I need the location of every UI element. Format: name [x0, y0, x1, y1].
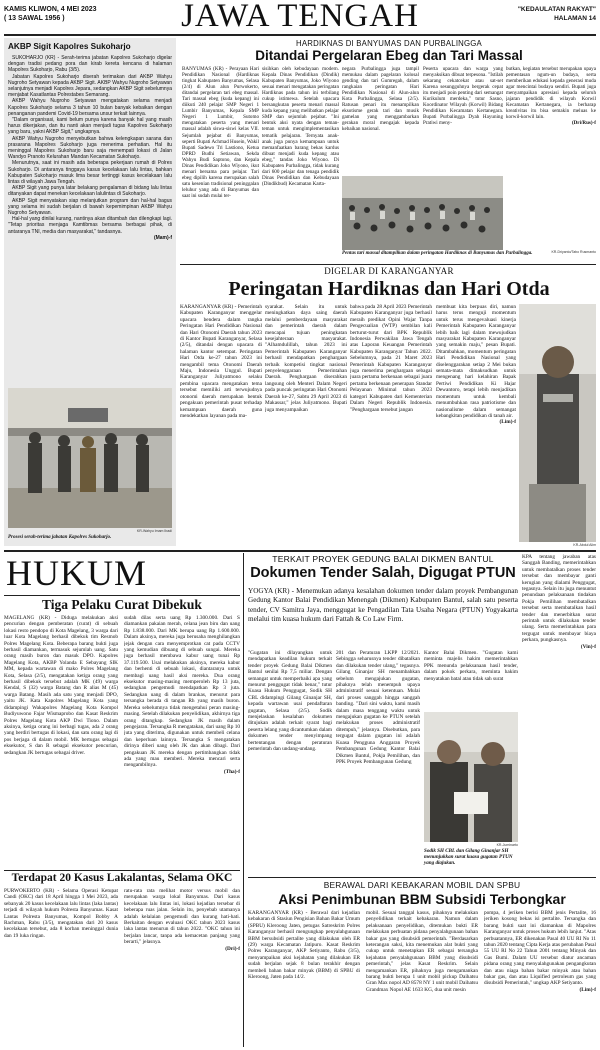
column-text: KPA tentang jawaban atas Sanggah Banding, memerintahkan untuk membatalkan proses tender tersebut dan membayar ganti kerugian yang dialami Penggugat, tegasnya. Selain itu juga menuntut penundaan pelaksanaan tindakan Pokja Pemilihan membatalkan tersebut serta membatalkan hasil tender dan menerbitkan surat perintah untuk dilakukan tender ulang. Serta memerintahkan para tergugat untuk membayar biaya perkara, pungkasnya. — [522, 554, 596, 644]
masthead-rule — [4, 34, 596, 36]
column-text: ratu-rata rata melihat motor versus mobil dan merupakan warga lokal Banyumas. Dari kasus kecelakaan lalu lintas ini, lokasi kejadian tersebar di beberapa ruas jalan. Selain itu, penyebab utamanya adalah kelalaian pengemudi dan kurang hati-hati. Berkaitan dengan evaluasi OKC tahun 2023 kasus laka lantas menurun di tahun 2022. "OKC tahun ini berjalan lancar, tanpa ada kemacetan panjang yang berarti," jelasnya. — [124, 888, 240, 946]
article-ebeg-title: Ditandai Pergelaran Ebeg dan Tari Massal — [255, 48, 523, 63]
signoff: (Vin)-f — [580, 643, 596, 650]
paragraph: "Dalam organisasi, kami belum punya karena banyak hal yang masih harus dikerjakan, dan itu nanti akan menjadi tugas Kapolres Sukoharjo yang baru, yakni AKBP Sigit," ungkapnya. — [8, 117, 172, 136]
article-otda-col3: bahwa pada 28 April 2023 Pemerintah Kabupaten Karanganyar juga berhasil meraih predikat Opini Wajar Tanpa Pengecualian (WTP) sembilan kali berturut-turut dari BPK Republik Indonesia Perwakilan Jawa Tengah atas Laporan Keuangan Pemerintah Kabupaten Karanganyar Tahun 2022. Sebelumnya, pada 21 Maret 2023 Pemerintah Kabupaten Karanganyar juga menerima penghargaan sebagai juara pertama berkenaan sebagai juara pertama berkenaan penerapan Standar Pelayanan Minimal tahun 2023 kategori Kabupaten dari Kementerian Dalam Negeri Republik Indonesia. "Penghargaan tersebut jangan — [350, 304, 432, 413]
masthead-motto: "KEDAULATAN RAKYAT" — [517, 6, 596, 13]
photo-sertijab — [8, 388, 172, 528]
masthead-hijri: ( 13 SAWAL 1956 ) — [4, 15, 65, 22]
photo-credit: KR-Juminarto — [496, 843, 518, 847]
article-ebeg-col5 — [506, 66, 596, 262]
masthead-title: JAWA TENGAH — [181, 0, 419, 34]
article-ebeg-col4: Peserta upacara dan warga yang menyaksikan dibuat terpesona. "Istilah sekarang cekatcekat atau sat-set Karena sesungguhnya bergerak cepat itu menjadi poin penting dari semangat Kurikulum merdeka," tutur Sasno, Koordinator Wilayah (Korwil) Bidang Pendidikan Kecamatan Kertanegara. Bupati Purbalingga Dyah Hayuning Pratiwi meny- — [423, 66, 503, 127]
photo-caption: Sodik SH CBL dan Gilang Ginanjar SH menunjukkan surat kuasa gugatan PTUN yang diajukan. — [424, 848, 513, 866]
article-ebeg-col3: negara Purbalingga juga tampil memukau dalam pagelaran kolosal gending dan tari Gumregah, dalam rangkaian peringatan Hari Pendidikan Nasional di Alun-alun Kota Purbalingga, Selasa (2/5). Ratusan penari itu menampilkan eksotisme gerak tari dan musik gamelan yang menggambarkan gerakan moral mengajak kepada kebaikan nasional. — [342, 66, 419, 133]
column-text: butkan, kegiatan tersebut merupakan upaya pementasan ngum-un budaya, serta memberikan edukasi kepada generasi muda agar mencintai budaya sendiri. Bupati juga menyampaikan apresiasi kepada seluruh jajaran pendidik di wilayah Korwil Kecamatan Kertanegara, ia berharap kreativitas itu bisa semakin meluas ke korwil-korwil lain. — [506, 66, 596, 121]
paragraph: AKBP Wahyu Nugroho Setyawan mengatakan selama menjadi Kapolres Sukoharjo selama 3 tahun 10 bulan banyak kebaikan dengan penanganan pandemi Covid-19 bersama unsur terkait lainnya. — [8, 98, 172, 117]
photo-credit: KR-Wahyu Imam Ibadi — [136, 529, 172, 533]
divider — [248, 877, 596, 878]
signoff: (Dri/Rus)-f — [571, 120, 596, 127]
article-lakalantas-col1: PURWOKERTO (KR) - Selama Operasi Ketupat Candi (OKC) dari 18 April hingga 1 Mei 2023, ada sebanyak 20 kasus kecelakaan lalu lintas (laka lantas) terjadi di wilayah hukum Polresta Banyumas. Kasat Lantas Polresta Banyumas, Kompol Bobby A Rachman, Rabu (3/5), mengatakan dari 20 kasus kecelakaan tersebut, ada 8 korban meninggal dunia dan 19 luka ringan. — [4, 888, 118, 939]
photo-caption: Prosesi serah-terima jabatan Kapolres Sukoharjo. — [8, 535, 112, 540]
article-bbm-col2: mobil. Sesuai tanggal kasus, pihaknya melakukan penyelidikan terkait kebakaran. Namun dalam pelaksanaan penyelidikan, ditemukan bukti ER melakukan perbuatan pidana penyalahgunaan bahan bakar gas yang disubsidi pemerintah. "Berdasarkan keterangan saksi, kita menemukan alat bukti yang cukup untuk menetapkan ER sebagai tersangka kejahatan penyalahgunaan BBM yang disubsidi pemerintah," jelas Kasat Reskrim. Selain mengamankan ER, pihaknya juga mengamankan barang bukti berupa 1 unit mobil pickup Daihatsu Gran Max nopol AD 8578 NY 1 unit mobil Daihatsu Grandmax Nopol AE 1633 KG, dua unit mesin — [366, 910, 478, 993]
article-ebeg-kicker: HARDIKNAS DI BANYUMAS DAN PURBALINGGA — [296, 39, 482, 48]
photo-caption: Pentas tari massal ditampilkan dalam peringatan Hardiknas di Banyumas dan Purbalingga. — [342, 251, 533, 256]
paragraph: AKBP Sigit menyatakan siap melanjutkan program dan hal-hal bagus yang selama ini sudah berjalan di bawah kepemimpinan AKBP Wahyu Nugroho Setyawan. — [8, 197, 172, 217]
photo-credit: KR-Driyanto/Tabo Rusmanto — [551, 250, 596, 254]
article-bbm-col3 — [484, 910, 596, 1046]
column-text: membuat kita berpuas diri, namun harus terus menguji momentum untuk terus mengevaluasi kinerja Pemerintah Kabupaten Karanganyar lebih baik lagi dalam mewujudkan masyarakat Kabupaten Karanganyar yang semakin maju," pesan Bupati. Ditambahkan, momentum peringatan Hari Pendidikan Nasional yang diselenggarakan setiap 2 Mei bukan semata-mata dimaksudkan untuk mengenang hari kelahiran Bapak Pertiwi Pendidikan Ki Hajar Dewantoro, tetapi lebih menjadikan momentum untuk kembali menumbuhkan rasa patriotisme dan nasionalisme dalam semangat kebangkitan pendidikan di tanah air. — [436, 304, 516, 419]
paragraph: Hal-hal yang dinilai kurang, nantinya akan ditambah dan dilengkapi lagi. "Tetap prioritas menjaga Kamtibmas bersama berbagai pihak, di antaranya TNI, media dan masyarakat," tandasnya. — [8, 216, 172, 235]
article-ptun-kicker: TERKAIT PROYEK GEDUNG BALAI DIKMEN BANTUL — [272, 554, 494, 564]
paragraph: AKBP Sigit yang punya latar belakang pengalaman di bidang lalu lintas ditanyakan dapat menekan kecelakaan lalulintas di Sukoharjo. — [8, 185, 172, 198]
article-bbm-title: Aksi Penimbunan BBM Subsidi Terbongkar — [278, 891, 566, 907]
article-ptun-col1: "Gugatan ini dilayangkan untuk mendapatkan keadilan hukum terkait tender proyek Gedung Balai Dikmen Bantul senilai Rp 7,5 miliar. Dengan semangat untuk memperbaiki apa yang menurut penggugat tidak benar," tutur Kuasa Hukum Penggugat, Sodik SH CBL didampingi Gilang Ginanjar SH, kepada wartawan usai pendaftaran gugatan, Selasa (2/5). Sodik menjelaskan kesalahan dokumen ditujukan adalah terkait syarat bagi peserta lelang yang dicantumkan dalam dokumen tender menyimpang bertentangan dengan peraturan pemerintah dan undang-undang. — [248, 650, 332, 753]
article-curat-col1: MAGELANG (KR) - Diduga melakukan aksi pencurian dengan pemberatan (curat) di sebuah lokasi resto pendopo di Kota Magelang, 3 warga dari luar Kota Magelang berhasil dibekuk tim Resmob Polres Magelang Kota. Beberapa barang bukti juga berhasil diamankan, termasuk sejumlah uang. Satu orang masih buron dan masuk DPO. Kapolres Magelang Kota, AKBP Yolanda E Sebayang SIK MM, kepada wartawan di mako Polres Magelang Kota, Selasa (2/5), mengatakan ketiga orang yang berhasil dibekuk tersebut adalah MK (49) warga Kendal, S (32) warga Batang dan R alias M (45) warga Batang. Masih ada satu yang menjadi DPO, yaitu JK. Kata Kapolres Magelang Kota yang didampingi Wakapolres Magelang Kota Kompol Budiyuwono Fajar Wismaprobo dan Kasat Reskrim Polres Magelang Kota AKP Dwi Tiono. Dalam aksinya, ketiga orang ini berbagi tugas, ada 2 orang yang berdiri bertugas di lokasi, dan satu orang lagi di pos berjaga di dalam mobil. MK bertugas sebagai eksekutor, S dan R sebagai eksekutor pencurian, sedangkan JK bertugas sebagai driver. — [4, 615, 118, 756]
article-lakalantas-col2 — [124, 888, 240, 1046]
column-text: pompa, 4 jeriken berisi BBM jenis Pertalite, 16 jeriken kosong bekas isi pertalite. Tersangka dan barang bukti saat ini diamankan di Mapolres Karanganyar untuk proses hukum lebih lanjut. "Atas perbuatannya, ER dikenakan Pasal 40 UU RI No 11 tahun 2020 tentang Cipta Kerja atas perubahan Pasal 55 UU RI No 22 Tahun 2001 tentang Minyak dan Gas Bumi. Dalam UU tersebut diatur ancaman pidana orang yang menyalahgunakan pengangkutan dan atau niaga bahan bakar minyak atau bahan bakar gas, dan atau Liquified petroleum gas yang disubsidi Pemerintah," ungkap AKP Setiyanto. — [484, 910, 596, 987]
article-kapolres-title: AKBP Sigit Kapolres Sukoharjo — [8, 42, 131, 51]
divider — [4, 595, 240, 596]
photo-kuasa-hukum — [424, 712, 518, 842]
divider — [243, 553, 244, 1047]
article-ptun-col4 — [522, 554, 596, 704]
photo-upacara — [519, 304, 596, 542]
article-ptun-lead: YOGYA (KR) - Menemukan adanya kesalahan dokumen tender dalam proyek Pembangunan Gedung Kantor Balai Pendidikan Menengah (Dikmen) Kabupaten Bantul, salah satu peserta tender, CV Samitra Jaya, menggugat ke Pengadilan Tata Usaha Negara (PTUN) Yogyakarta melalui tim kuasa hukum dari Fattah & Co Law Firm. — [248, 587, 518, 624]
signoff: (Dri)-f — [225, 945, 240, 952]
paragraph: AKBP Wahyu Nugroho menyebutkan bahwa kelengkapan sarana dan prasarana Mapolres Sukoharjo juga menerima perhatian. Hal itu meninggal Mapolres Sukoharjo baru saja menempati lokasi di Jalan Wandyo Pranoto Kelurahan Mandan Kecamatan Sukoharjo. — [8, 135, 172, 161]
section-hukum-label: HUKUM — [6, 553, 148, 593]
paragraph: Jabatan Kapolres Sukoharjo diserah terimakan dari AKBP Wahyu Nugroho Setyawan kepada AKBP Sigit. AKBP Wahyu Nugroho Setyawan selanjutnya menjadi Kapolres Jepara, sedangkan AKBP Sigit sebelumnya menjabat Kasatlantas Polrestabes Semarang. — [8, 73, 172, 99]
divider — [180, 264, 596, 265]
photo-credit: KR-Abdul Alim — [573, 543, 596, 547]
masthead-page: HALAMAN 14 — [554, 15, 596, 22]
article-bbm-col1: KARANGANYAR (KR) - Berawal dari kejadian kebakaran di Stasiun Pengisian Bahan Bakar Umum (SPBU) Kleroong Jaten, petugas Satreskrim Polres Karanganyar berhasil mengungkap penyalahgunaan BBM bersubsidi pertalite yang dilakukan oleh ER (29) warga Kecamatan Jatipuro. Kasat Reskrim Polres Karanganyar, AKP Setiyanto, Rabu (3/5), menyampaikan aksi kejahatan yang dilakukan ER sudah berjalan sejak 8 bulan terakhir dengan membeli bahan bakar minyak (BBM) di SPBU di Kleroong, Jaten pada 14/2. — [248, 910, 360, 981]
photo-tari-massal — [342, 176, 503, 250]
article-lakalantas-title: Terdapat 20 Kasus Lakalantas, Selama OKC — [11, 872, 233, 884]
article-otda-kicker: DIGELAR DI KARANGANYAR — [324, 266, 454, 276]
article-curat-col2 — [124, 615, 240, 869]
article-ptun-col2: 201 dan Peraturan LKPP 12/2021. Sebingga seharusnya tender dibatalkan dan dilakukan tender ulang," tegasnya. Gilang Ginanjar SH menambahkan sebelum mengajukan gugatan, pihaknya telah menempuh upaya administratif sesuai ketentuan. Mulai dari proses sanggah hingga sanggah banding. "Dari sini waktu, kami masih dalam masa tenggang waktu untuk mengajukan gugatan ke PTUN setelah melakukan proses administratif ditempuh," jelasnya. Disebutkan, para tergugat dalam gugatan ini adalah Kuasa Pengguna Anggaran Proyek Pembangunan Gedung Kantor Balai Dikmen Bantul, Pokja Pemilihan, dan PPK Proyek Pembangunan Gedung — [336, 650, 420, 765]
signoff: (Mam)-f — [153, 234, 172, 241]
article-otda-title: Peringatan Hardiknas dan Hari Otda — [228, 278, 550, 300]
article-otda-col4 — [436, 304, 516, 548]
article-ptun-title: Dokumen Tender Salah, Digugat PTUN — [250, 565, 516, 581]
section-rule — [4, 550, 596, 552]
masthead-date: KAMIS KLIWON, 4 MEI 2023 — [4, 6, 97, 13]
article-otda-col2: syarakat. Selain itu untuk meningkatkan daya saing daerah melalui pemberdayaan masyarakat dan pemerintah daerah dalam mencapai tujuan peningkatan kesejahteraan masyarakat. "Alhamdulillah, tahun 2023 ini Pemerintah Kabupaten Karanganyar berhasil mendapatkan penghargaan terbaik kompetisi tingkat nasional penyelenggaraan Pemerintahan Daerah. Penghargaan diserahkan langsung oleh Menteri Dalam Negeri pada puncak peringatan Hari Otonomi Daerah ke-27, Sabtu 29 April 2023 di Makassar," jelas Juliyatmono. Bupati juga menyampaikan — [265, 304, 347, 413]
signoff: (Lim)-f — [579, 986, 596, 993]
signoff: (Tha)-f — [223, 768, 240, 775]
paragraph: SUKOHARJO (KR) - Serah-terima jabatan Kapolres Sukoharjo digelar dengan tradisi pedang pora dan kirab kereta kencana di halaman Mapolres Sukoharjo, Rabu (3/5). — [8, 55, 172, 74]
article-ebeg-col2: sisihkan oleh kebudayaan modern. Kepala Dinas Pendidikan (Dindik) Kabupaten Banyumas, Joko Wiyono sesuai menari mengatakan peringatan Hardiknas pada tahun ini terbilang cukup istimewa. Setelah upacara bersangkutan peserta menari massal kuda kepang yang melibatkan pelajar SMP dan sejumlah pejabat. "Ini bentuk aksi nyata dengan teman-teman untuk mengimplementasikan tematik pelajaran. Ternyata anak-anak juga punya kemampuan untuk memanfaatkan barang bekas kardus dibuat menjadi kuda kepang atau ebeg," tandas Joko Wiyono. Di Kabupaten Purbalingga, tidak kurang dari 600 pelajar dan tenaga pendidik Dinas Pendidikan dan Kebudayaan (Dindikbud) Kecamatan Karta- — [262, 66, 339, 187]
divider — [4, 870, 240, 871]
article-otda-col1: KARANGANYAR (KR) - Pemerintah Kabupaten Karanganyar menggelar upacara bendera dalam rangka Peringatan Hari Pendidikan Nasional dan Hari Otonomi Daerah tahun 2023 di Kantor Bupati Karanganyar, Selasa (2/5), ditandai dengan upacara di halaman kantor setempat. Peringatan Hari Otda ke-27 tahun 2023 ini mengambil tema Otonomi Daerah Maju, Indonesia Unggul. Bupati Karanganyar Juliyatmono selaku pembina upacara mengatakan tema tersebut memiliki arti terwujudnya otonomi daerah merupakan bentuk pengakuan pemerintah pusat terhadap kemampuan daerah guna mendekatkan layanan pada ma- — [180, 304, 262, 419]
column-text: sudah dilas serta uang Rp 1.300.000. Dari S diamankan pakaian merah, celana jean biru dan uang Rp 1.838.000. Dari MK berupa uang Rp 1.600.000. Dalam aksinya, mereka juga berusaha menghilangkan jejak dengan cara menyemprotkan cat pada CCTV yang kemudian dibuang di sebuah sungai. Mereka juga berhasil membawa kabur uang tunai Rp 37.119.500. Usai melakukan aksinya, mereka kabur dan berhenti di sebuah lokasi, diantaranya untuk membagi uang hasil aksi mereka. Dua orang eksekutor masing-masing memperoleh Rp 13 juta, sedangkan pengemudi mendapatkan Rp 3 juta. Sedangkan uang di dalam brankas, menurut para tersangka berada di tangan Rh yang masih buron. Mereka sebelumnya tidak mengetahui peran masing-masing. Setelah dilakukan penyelidikan, akhirnya tiga orang ditangkap. Sedangkan JK masih dalam pengejaran. Tersangka R mengatakan, dari uang Rp 10 juta yang diterima, digunakan untuk membeli celana dan keperluan lainnya. Tersangka S mengatakan dirinya diberi uang oleh JK dan akan dibagi. Dari pengakuan JK mereka dengan pertimbangkan tidak ada yang mau memberi. Mereka mencari serta mengambilnya. — [124, 615, 240, 769]
signoff: (Lim)-f — [499, 419, 516, 426]
article-ptun-col3: Kantor Balai Dikmen. "Gugatan kami meminta majelis hakim memerintahkan PPK menunda pelaksanaan hasil tender, dalam pokok perkara, meminta hakim menyatakan batal atau tidak sah surat — [424, 650, 518, 682]
article-bbm-kicker: BERAWAL DARI KEBAKARAN MOBIL DAN SPBU — [323, 880, 521, 890]
paragraph: Menurutnya, saat ini masih ada beberapa pekerjaan rumah di Polres Sukoharjo. Di antaranya tinggaya kasus kecelakaan lalu lintas, bahkan Kabupaten Sukoharjo masuk lima besar tertinggi kasus kecelakaan lalu lintas di wilayah Jawa Tengah. — [8, 160, 172, 186]
article-ebeg-col1: BANYUMAS (KR) - Perayaan Hari Pendidikan Nasional (Hardiknas tingkat Kabupaten Banyumas, Selasa (2/4) di Alun alun Purwokerto, ditandai pergelaran tari ebeg massal. Tari massal ebeg (kuda kepang) ini diikuti 240 pelajar SMP Negeri 1 Lumbir Banyumas, Kepala SMP Negeri 1 Lumbir, Sutomo mengatakan peserta yang menari massal adalah siswa-siswi kelas VII. Sejumlah pejabat di Banyumas, seperti Bupati Achmad Husein, Wakil Bupati Sadewo Tri Lastiono, Ketua DPRD Budhi Setiawan, Sekda Wahyu Budi Saptono, dan Kepala Dinas Pendidikan Joko Wiyono, ikut menari bersama para pelajar. Tari ebeg dipilih karena merupakan salah satu kesenian tradisional peninggalan leluhur yang ada di Banyumas dan saat ini sudah mulai ter- — [182, 66, 259, 199]
article-kapolres-body — [8, 55, 172, 385]
article-curat-title: Tiga Pelaku Curat Dibekuk — [42, 597, 202, 612]
